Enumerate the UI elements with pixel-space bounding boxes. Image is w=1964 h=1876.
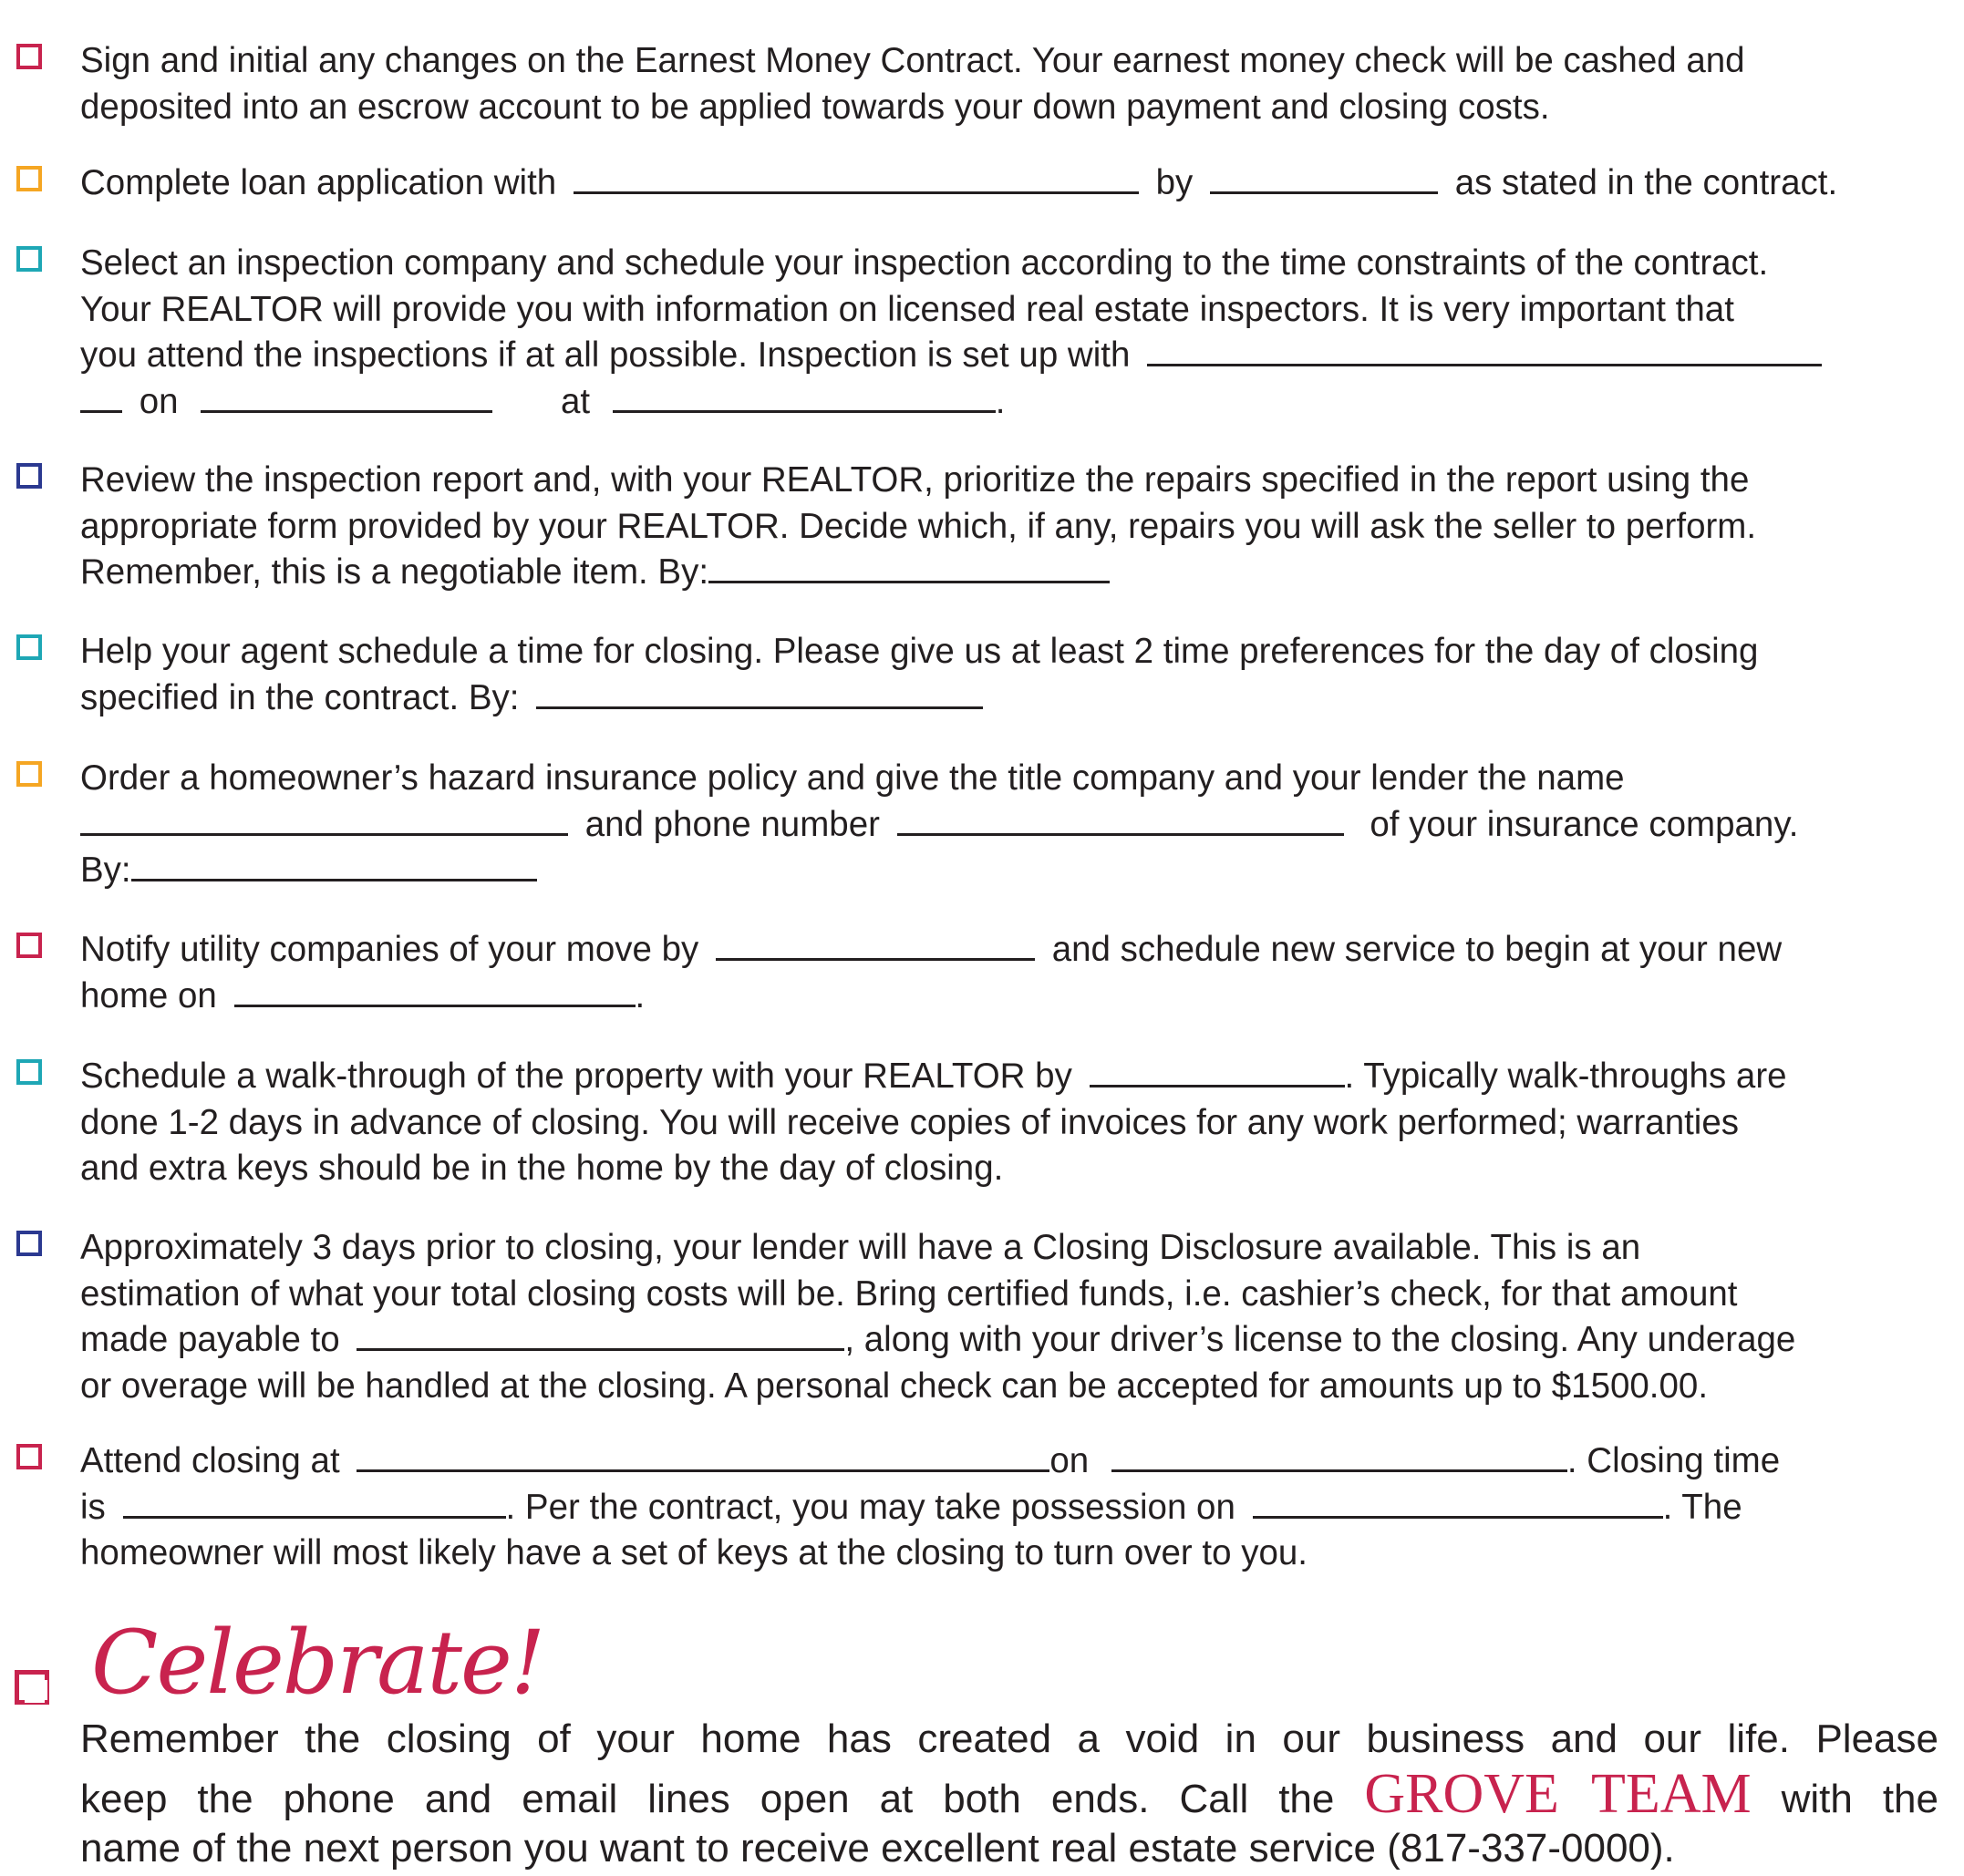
- item-text: made payable to: [80, 1320, 340, 1359]
- item-text: Schedule a walk-through of the property with your REALTOR by: [80, 1057, 1072, 1096]
- item-text: at: [560, 381, 591, 421]
- checkbox-icon[interactable]: [15, 1670, 49, 1705]
- payee-blank[interactable]: [357, 1317, 844, 1351]
- item-text: Select an inspection company and schedule your inspection according to the time constraints of the contract.: [80, 243, 1769, 283]
- repairs-date-blank[interactable]: [708, 550, 1110, 583]
- checkbox-icon[interactable]: [16, 1059, 42, 1085]
- item-text: . Per the contract, you may take possession on: [505, 1487, 1235, 1527]
- insurance-date-blank[interactable]: [131, 848, 537, 881]
- item-text: , along with your driver’s license to the closing. Any underage: [844, 1320, 1796, 1359]
- item-text: . Closing time: [1566, 1441, 1781, 1480]
- closing-message-line: name of the next person you want to receive excellent real estate service (817-337-0000).: [80, 1826, 1675, 1871]
- inspector-blank-continued[interactable]: [80, 379, 122, 413]
- closing-location-blank[interactable]: [357, 1438, 1049, 1472]
- item-text: . Typically walk-throughs are: [1344, 1057, 1787, 1096]
- checkbox-icon[interactable]: [16, 463, 42, 489]
- item-text: home on: [80, 975, 217, 1015]
- item-text: or overage will be handled at the closing. A personal check can be accepted for amounts up to $1500.00.: [80, 1366, 1709, 1406]
- item-text: By:: [80, 850, 131, 890]
- item-text: Help your agent schedule a time for closing. Please give us at least 2 time preferences for the day of closing: [80, 632, 1759, 671]
- checkbox-icon[interactable]: [16, 761, 42, 787]
- closing-time-blank[interactable]: [123, 1485, 506, 1519]
- checkbox-icon[interactable]: [16, 1231, 42, 1256]
- item-text: deposited into an escrow account to be applied towards your down payment and closing costs.: [80, 87, 1550, 127]
- item-text: homeowner will most likely have a set of keys at the closing to turn over to you.: [80, 1533, 1308, 1572]
- item-text: and extra keys should be in the home by the day of closing.: [80, 1149, 1004, 1188]
- insurance-phone-blank[interactable]: [897, 802, 1344, 836]
- item-text: Approximately 3 days prior to closing, your lender will have a Closing Disclosure available. This is an: [80, 1228, 1641, 1267]
- checkbox-icon[interactable]: [16, 933, 42, 958]
- item-text: you attend the inspections if at all possible. Inspection is set up with: [80, 335, 1131, 375]
- celebrate-heading: Celebrate!: [91, 1612, 544, 1714]
- item-text: by: [1155, 163, 1194, 202]
- item-text: specified in the contract. By:: [80, 677, 520, 717]
- insurance-name-blank[interactable]: [80, 802, 568, 836]
- closing-message: [80, 1712, 1938, 1876]
- item-text: and schedule new service to begin at your new: [1051, 930, 1783, 969]
- item-text: . The: [1662, 1487, 1742, 1527]
- grove-team-name: GROVE TEAM: [1364, 1763, 1752, 1825]
- service-date-blank[interactable]: [234, 974, 636, 1007]
- item-text: as stated in the contract.: [1454, 163, 1838, 202]
- item-text: is: [80, 1487, 106, 1527]
- checkbox-icon[interactable]: [16, 166, 42, 191]
- notify-date-blank[interactable]: [716, 927, 1035, 961]
- item-text: and phone number: [584, 804, 880, 844]
- item-text: on: [1049, 1441, 1090, 1480]
- inspection-time-blank[interactable]: [613, 379, 996, 413]
- item-text: Complete loan application with: [80, 163, 557, 202]
- item-text: Notify utility companies of your move by: [80, 930, 699, 969]
- item-text: estimation of what your total closing costs will be. Bring certified funds, i.e. cashier’s check, for that amount: [80, 1273, 1738, 1314]
- walk-through-date-blank[interactable]: [1090, 1054, 1345, 1087]
- checkbox-icon[interactable]: [16, 1444, 42, 1469]
- inspector-blank[interactable]: [1147, 333, 1822, 366]
- item-text: of your insurance company.: [1370, 804, 1799, 844]
- date-blank[interactable]: [1210, 160, 1438, 194]
- item-text: Attend closing at: [80, 1441, 340, 1480]
- lender-blank[interactable]: [574, 160, 1139, 194]
- checkbox-icon[interactable]: [16, 634, 42, 660]
- item-text: .: [635, 975, 646, 1015]
- possession-date-blank[interactable]: [1253, 1485, 1663, 1519]
- item-text: Sign and initial any changes on the Earnest Money Contract. Your earnest money check will be cashed and: [80, 41, 1745, 80]
- closing-preference-blank[interactable]: [536, 675, 983, 709]
- item-text: Review the inspection report and, with your REALTOR, prioritize the repairs specified in the report using the: [80, 460, 1750, 500]
- item-text: .: [995, 381, 1006, 421]
- item-text: Order a homeowner’s hazard insurance policy and give the title company and your lender the name: [80, 758, 1625, 798]
- closing-message-text: keep the phone and email lines open at both ends. Call the: [80, 1777, 1335, 1821]
- closing-message-text: with the: [1781, 1777, 1938, 1821]
- inspection-date-blank[interactable]: [201, 379, 492, 413]
- closing-message-line: Remember the closing of your home has created a void in our business and our life. Please: [80, 1716, 1938, 1761]
- closing-date-blank[interactable]: [1111, 1438, 1567, 1472]
- item-text: Remember, this is a negotiable item. By:: [80, 552, 709, 592]
- checkbox-icon[interactable]: [16, 246, 42, 272]
- item-text: done 1-2 days in advance of closing. You will receive copies of invoices for any work performed; warranties: [80, 1102, 1740, 1142]
- item-text: on: [139, 381, 179, 421]
- checkbox-icon[interactable]: [16, 44, 42, 69]
- item-text: Your REALTOR will provide you with information on licensed real estate inspectors. It is very important that: [80, 289, 1734, 329]
- item-text: appropriate form provided by your REALTOR. Decide which, if any, repairs you will ask the seller to perform.: [80, 506, 1757, 546]
- closing-message-line: [80, 1763, 1938, 1825]
